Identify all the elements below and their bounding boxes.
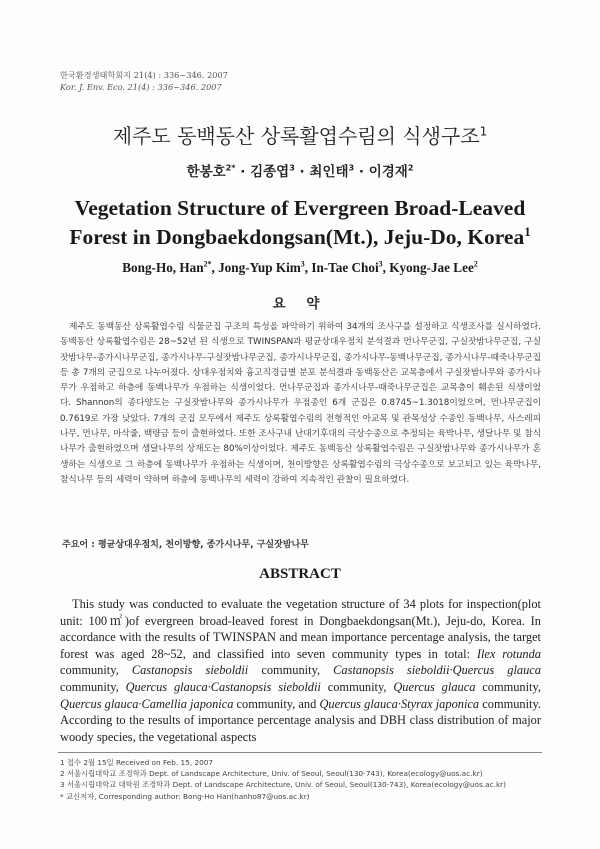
footnote-divider	[58, 752, 542, 753]
abstract-text: community,	[320, 679, 394, 694]
species-name: Quercus glauca·Styrax japonica	[319, 696, 480, 711]
footnotes	[60, 757, 506, 802]
title-korean	[0, 120, 600, 149]
abstract-english-body	[60, 596, 541, 745]
title-english-footnote-mark: 1	[524, 224, 531, 239]
abstract-text: community,	[475, 679, 541, 694]
journal-citation-korean: 한국환경생태학회지 21(4) : 336~346. 2007	[60, 70, 228, 80]
journal-citation-english: Kor. J. Env. Eco. 21(4) : 336~346. 2007	[60, 82, 222, 92]
author-english-mark: 3	[378, 259, 383, 269]
species-name: Quercus glauca·Camellia japonica	[60, 696, 234, 711]
species-name: Quercus glauca	[393, 679, 476, 694]
abstract-korean-heading: 요 약	[272, 296, 328, 312]
footnote: 2 서울시립대학교 조경학과 Dept. of Landscape Architecture, Univ. of Seoul, Seoul(130-743), Korea(ecology@uos.ac.kr)	[60, 769, 483, 779]
author-english-name: Jong-Yup Kim	[218, 260, 301, 275]
keywords-label: 주요어 :	[62, 540, 95, 550]
author-separator: ·	[299, 164, 305, 180]
keywords-list: 평균상대우점치, 천이방향, 종가시나무, 구실잣밤나무	[97, 540, 309, 550]
title-english-line: Vegetation Structure of Evergreen Broad-Leaved	[74, 196, 526, 220]
species-name: Castanopsis sieboldii·Quercus glauca	[333, 663, 541, 678]
title-english	[0, 194, 600, 252]
author-english-mark: 2	[473, 259, 478, 269]
journal-citation	[60, 69, 228, 93]
abstract-text: community, and	[233, 696, 320, 711]
title-english-line-text: Forest in Dongbaekdongsan(Mt.), Jeju-Do, Korea	[69, 225, 525, 249]
author-separator: ·	[358, 164, 364, 180]
abstract-text: community,	[60, 679, 126, 694]
title-korean-footnote-mark: 1	[479, 124, 488, 139]
title-english-line	[0, 223, 600, 252]
species-name: Quercus glauca·Castanopsis sieboldii	[125, 679, 321, 694]
keywords	[62, 537, 309, 550]
species-name: Castanopsis sieboldii	[131, 663, 249, 678]
author-english-mark: 3	[300, 259, 305, 269]
footnote: 3 서울시립대학교 대학원 조경학과 Dept. of Landscape Architecture, Univ. of Seoul, Seoul(130-743), Korea(ecology@uos.ac.kr)	[60, 780, 507, 790]
author-korean-mark: 2	[407, 162, 414, 173]
author-korean-name: 이경재	[368, 164, 408, 180]
author-english-name: In-Tae Choi	[311, 260, 379, 275]
author-separator: ·	[240, 164, 246, 180]
abstract-text: community. According to the results of importance percentage analysis and DBH class distribution of major woody species, the vegetational aspects	[60, 696, 541, 744]
abstract-text: community,	[248, 663, 334, 678]
author-korean-name: 최인태	[309, 164, 349, 180]
author-english-mark: 2*	[203, 259, 212, 269]
author-korean-mark: 3	[348, 162, 355, 173]
abstract-text: community,	[60, 663, 132, 678]
author-english-name: Kyong-Jae Lee	[389, 260, 474, 275]
species-name: Ilex rotunda	[476, 646, 542, 661]
authors-korean	[0, 160, 600, 180]
abstract-korean-body: 제주도 동백동산 상록활엽수림 식물군집 구조의 특성을 파악하기 위하여 34개의 조사구를 설정하고 식생조사를 실시하였다. 동백동산 상록활엽수림은 28~52년 된 식생으로 TWINSPAN과 평균상대우점치 분석결과 먼나무군집, 구실잣밤나무군집, 구실잣밤나무-종가시나무군집, 종가시나무-구실잣밤나무군집, 종가시나무군집, 종가시나무-동백나무군집, 종가시나무-때죽나무군집 등 총 7개의 군집으로 나누어졌다. 상대우점치와 흉고직경급별 분포 분석결과 동백동산은 교목층에서 구실잣밤나무와 종가시나무가 우점하고 하층에 동백나무가 우점하는 식생이었다. 먼나무군집과 종가시나무-때죽나무군집은 교목층이 훼손된 식생이었다. Shannon의 종다양도는 구실잣밤나무와 종가시나무가 우점종인 6개 군집은 0.8745~1.3018이었으며, 먼나무군집이 0.7619로 가장 낮았다. 7개의 군집 모두에서 제주도 상록활엽수림의 전형적인 아교목 및 관목성상 수종인 동백나무, 사스레피나무, 먼나무, 마삭줄, 백량금 등이 출현하였다. 또한 조사구내 난대기후대의 극상수종으로 추정되는 육박나무, 생달나무 및 참식나무가 출현하였으며 생달나무의 상재도는 80%이상이었다. 제주도 동백동산 상록활엽수림은 구실잣밤나무와 종가시나무가 혼생하는 식생으로 그 하층에 동백나무가 우점하는 식생이며, 천이방향은 상록활엽수림의 극상수종으로 보고되고 있는 육박나무, 참식나무 등의 세력이 약하며 하층에 동백나무의 세력이 강하여 지속적인 관찰이 필요하였다.	[60, 322, 541, 485]
author-korean-mark: 3	[289, 162, 295, 173]
author-english-name: Bong-Ho, Han	[122, 260, 204, 275]
author-korean-mark: 2*	[225, 162, 236, 173]
abstract-english-heading: ABSTRACT	[259, 566, 341, 582]
authors-english: Bong-Ho, Han$^{2*}$, Jong-Yup Kim$^3$, In-Tae Choi$^3$, Kyong-Jae Lee$^2$	[122, 259, 478, 275]
footnote: 1 접수 2월 15일 Received on Feb. 15, 2007	[60, 758, 214, 767]
abstract-text: This study was conducted to evaluate the vegetation structure of 34 plots for inspection(plot unit: 100㎡)of evergreen broad-leaved forest in Dongbaekdongsan(Mt.), Jeju-do, Korea. In accordance with the results of TWINSPAN and mean importance percentage analysis, the target forest was aged 28~52, and classified into seven community types in total:	[60, 597, 541, 661]
title-korean-text: 제주도 동백동산 상록활엽수림의 식생구조	[112, 124, 480, 148]
footnote: * 교신저자, Corresponding author: Bong-Ho Han(hanho87@uos.ac.kr)	[60, 791, 310, 801]
author-korean-name: 김종엽	[250, 164, 290, 180]
author-korean-name: 한봉호	[186, 164, 226, 180]
